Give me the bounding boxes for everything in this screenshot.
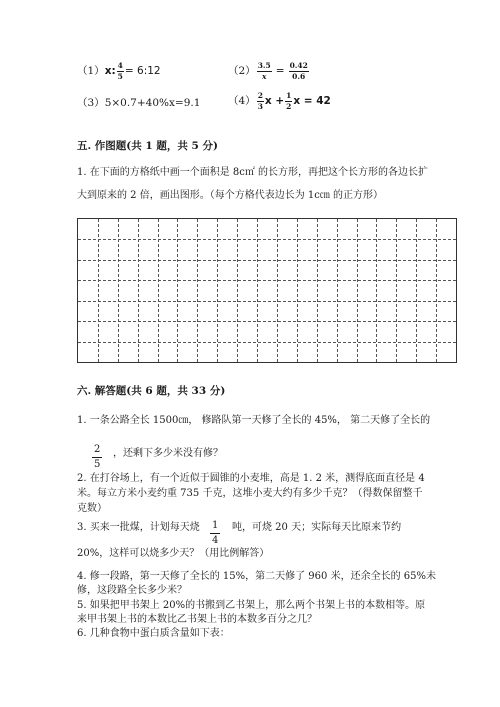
equation-label: （2） [228,65,256,77]
grid-line-vertical [237,219,238,362]
grid-line-vertical [118,219,119,362]
grid-line-vertical [376,219,377,362]
section-5-question-1-line-2: 大到原来的 2 倍，画出图形。（每个方格代表边长为 1c㎝ 的正方形） [77,190,384,201]
grid-line-vertical [337,219,338,362]
grid-line-horizontal [78,321,456,322]
grid-line-vertical [197,219,198,362]
grid-line-vertical [138,219,139,362]
grid-line-vertical [416,219,417,362]
equation-2 [228,62,310,80]
section-6-question-2-line-3: 克数） [77,503,107,514]
grid-line-vertical [158,219,159,362]
grid-line-horizontal [78,301,456,302]
numerator: 1 [210,521,220,534]
section-6-question-3-line-1a: 3. 买来一批煤，计划每天烧 [77,522,200,533]
equation-3 [77,95,200,110]
section-6-question-6-line-1: 6. 几种食物中蛋白质含量如下表： [77,628,230,639]
numerator: 2 [257,91,263,100]
denominator: 0.6 [292,71,306,81]
section-6-question-3-fraction [210,513,220,546]
numerator: 3.5 [257,61,271,70]
denominator: 5 [94,459,101,470]
grid-line-vertical [436,219,437,362]
equation-post: = 6:12 [124,65,161,77]
square-grid-paper[interactable] [77,218,457,363]
section-6-question-2-line-1: 2. 在打谷场上，有一个近似于圆锥的小麦堆，高是 1. 2 米，测得底面直径是 4 [77,473,425,484]
section-6-title: 六. 解答题(共 6 题，共 33 分) [77,385,226,397]
fraction [117,62,124,80]
fraction [92,445,102,470]
denominator: 3 [257,101,263,111]
section-6-question-4-line-1: 4. 修一段路，第一天修了全长的 15%，第二天修了 960 米，还余全长的 65%未 [77,571,436,582]
section-5-title: 五. 作图题(共 1 题，共 5 分) [77,140,218,152]
grid-line-vertical [98,219,99,362]
equation-pre: x: [104,65,116,77]
denominator: 5 [117,71,123,81]
equation-1 [77,62,161,80]
equation-mid: x + [264,95,285,107]
numerator: 0.42 [289,61,308,70]
denominator: x [261,71,267,81]
numerator: 1 [286,91,292,100]
equation-post: x = 42 [293,95,331,107]
section-6-question-1-line-1: 1. 一条公路全长 1500㎝， 修路队第一天修了全长的 45%， 第二天修了全长的 [77,415,431,426]
grid-line-vertical [317,219,318,362]
section-6-question-3-line-1b: 吨，可烧 20 天；实际每天比原来节约 [232,522,402,533]
grid-line-vertical [277,219,278,362]
numerator: 4 [117,61,123,70]
grid-line-vertical [396,219,397,362]
denominator: 2 [286,101,292,111]
grid-line-vertical [177,219,178,362]
grid-line-vertical [217,219,218,362]
section-6-question-5-line-1: 5. 如果把甲书架上 20%的书搬到乙书架上，那么两个书架上书的本数相等。原 [77,600,426,611]
fraction [257,62,272,80]
fraction [289,62,309,80]
fraction [285,92,292,110]
grid-line-vertical [257,219,258,362]
fraction [257,92,264,110]
section-6-question-2-line-2: 米。每立方米小麦约重 735 千克，这堆小麦大约有多少千克？（得数保留整千 [77,488,423,499]
equation-label: （3） [77,97,105,109]
grid-line-horizontal [78,280,456,281]
section-6-question-5-line-2: 来甲书架上书的本数比乙书架上书的本数多百分之几？ [77,614,317,625]
grid-line-horizontal [78,260,456,261]
grid-line-vertical [297,219,298,362]
section-5-question-1-line-1: 1. 在下面的方格纸中画一个面积是 8c㎡ 的长方形，再把这个长方形的各边长扩 [77,167,429,178]
equation-4 [228,92,331,110]
equals-sign: = [275,65,285,77]
grid-line-horizontal [78,342,456,343]
equation-text: 5×0.7+40%x=9.1 [104,97,201,109]
numerator: 2 [92,445,102,458]
grid-line-horizontal [78,239,456,240]
denominator: 4 [212,535,219,546]
section-6-question-1-line-2: ，还剩下多少米没有修？ [113,448,223,459]
equation-label: （1） [77,65,105,77]
section-6-question-3-line-2: 20%，这样可以烧多少天？（用比例解答） [77,548,270,559]
grid-line-vertical [357,219,358,362]
section-6-question-4-line-2: 修，这段路全长多少米？ [77,585,187,596]
section-6-question-1-fraction [92,437,102,470]
equation-label: （4） [228,95,256,107]
fraction [210,521,220,546]
